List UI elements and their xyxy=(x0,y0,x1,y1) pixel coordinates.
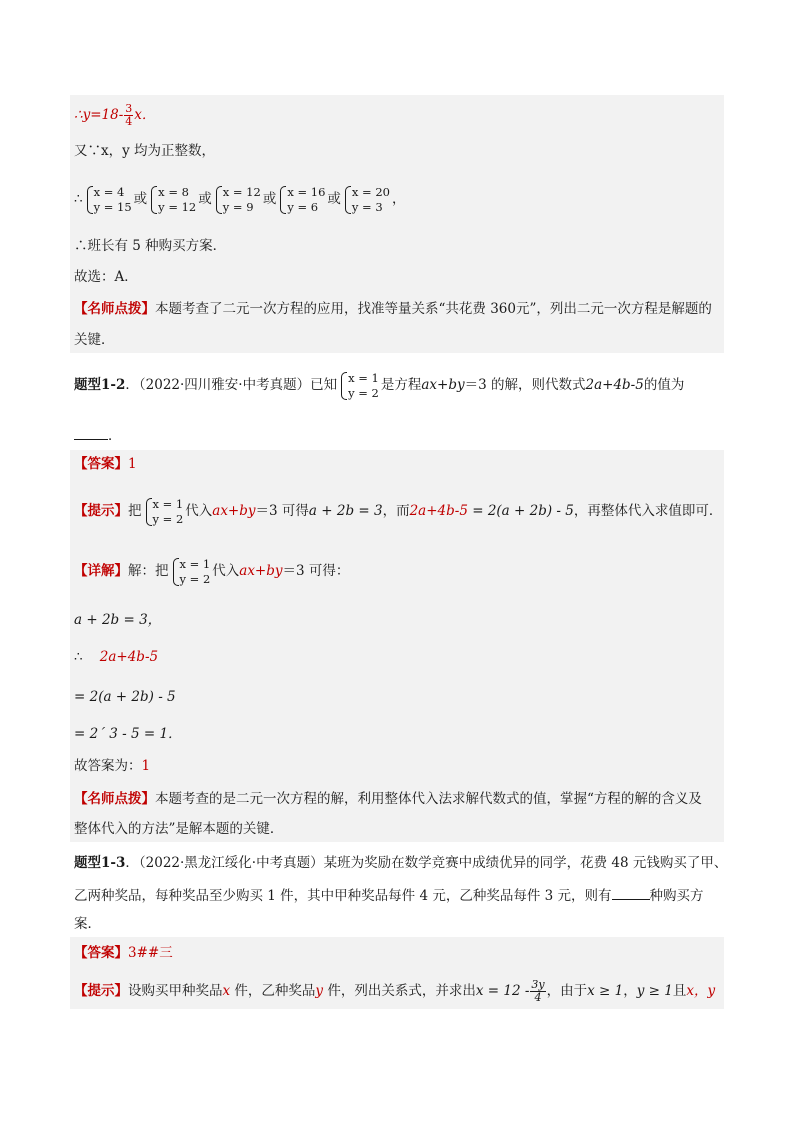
q3-label: 题型1-3 xyxy=(74,855,126,871)
system-4: x = 16 y = 6 xyxy=(278,185,325,215)
q2-step-4: = 2´ 3 - 5 = 1． xyxy=(74,726,182,742)
q2-hint-line: 【提示】把 x = 1 y = 2 代入ax+by＝3 可得a + 2b = 3，而2a+4b-5 = 2(a + 2b) - 5，再整体代入求值即可． xyxy=(74,496,723,526)
answer-blank xyxy=(74,425,108,440)
sol1-line-4: ∴班长有 5 种购买方案． xyxy=(74,238,227,254)
q2-label: 题型1-2 xyxy=(74,377,126,393)
q2-step-3: = 2(a + 2b) - 5 xyxy=(74,689,176,705)
sol1-l1-prefix: ∴y=18- xyxy=(74,107,124,123)
fraction: $\frac{3y}{4}$ xyxy=(531,978,545,1004)
sol1-line-1 xyxy=(74,103,155,128)
q3-line-2: 乙两种奖品，每种奖品至少购买 1 件，其中甲种奖品每件 4 元，乙种奖品每件 3 元，则有 种购买方 xyxy=(74,885,704,905)
system-3: x = 12 y = 9 xyxy=(214,185,261,215)
q2-step-2: ∴ 2a+4b-5 xyxy=(74,649,159,665)
q2-question-line: 题型1-2．（2022·四川雅安·中考真题）已知 x = 1 y = 2 是方程ax+by＝3 的解，则代数式2a+4b-5的值为 xyxy=(74,370,685,400)
q2-system: x = 1 y = 2 xyxy=(339,371,379,401)
q3-hint-line: 【提示】设购买甲种奖品x 件，乙种奖品y 件，列出关系式，并求出x = 12 - $\frac{3y}{4}$ ，由于x ≥ 1，y ≥ 1且x，y xyxy=(74,978,716,1004)
system-5: x = 20 y = 3 xyxy=(343,185,390,215)
q3-answer-line: 【答案】3##三 xyxy=(74,945,173,961)
sol1-tip-line-2: 关键． xyxy=(74,332,115,348)
system-1: x = 4 y = 15 xyxy=(85,185,132,215)
q2-detail-line: 【详解】解：把 x = 1 y = 2 代入ax+by＝3 可得： xyxy=(74,556,350,586)
answer-blank xyxy=(612,885,650,900)
q2-tip-line-1: 【名师点拨】本题考查的是二元一次方程的解，利用整体代入法求解代数式的值，掌握“方程的解的含义及 xyxy=(74,791,702,807)
sol1-l1-suffix: x． xyxy=(134,107,156,123)
sol1-l2: 又∵x，y 均为正整数， xyxy=(74,143,216,159)
detail-system: x = 1 y = 2 xyxy=(171,557,211,587)
sol1-tip-line-1: 【名师点拨】本题考查了二元一次方程的应用，找准等量关系“共花费 360元”，列出二元一次方程是解题的 xyxy=(74,301,712,317)
hint-system: x = 1 y = 2 xyxy=(144,497,184,527)
sol1-line-5: 故选：A． xyxy=(74,269,138,285)
fraction: $\frac{3}{4}$ xyxy=(125,102,133,128)
q3-line-3: 案． xyxy=(74,916,101,932)
q2-step-1: a + 2b = 3， xyxy=(74,612,162,628)
system-2: x = 8 y = 12 xyxy=(149,185,196,215)
sol1-line-2 xyxy=(74,142,215,160)
q3-line-1: 题型1-3．（2022·黑龙江绥化·中考真题）某班为奖励在数学竞赛中成绩优异的同学，花费 48 元钱购买了甲、 xyxy=(74,855,728,871)
sol1-line-3: ∴ x = 4 y = 15 或 x = 8 y = 12 或 x = 12 y = 9 或 x = 16 y = 6 或 x = 20 y = 3 ， xyxy=(74,184,406,214)
q2-answer-line: 【答案】1 xyxy=(74,456,137,472)
q2-final: 故答案为：1 xyxy=(74,758,151,774)
q2-answer-blank: ． xyxy=(74,425,122,445)
q2-tip-line-2: 整体代入的方法”是解本题的关键． xyxy=(74,821,284,837)
